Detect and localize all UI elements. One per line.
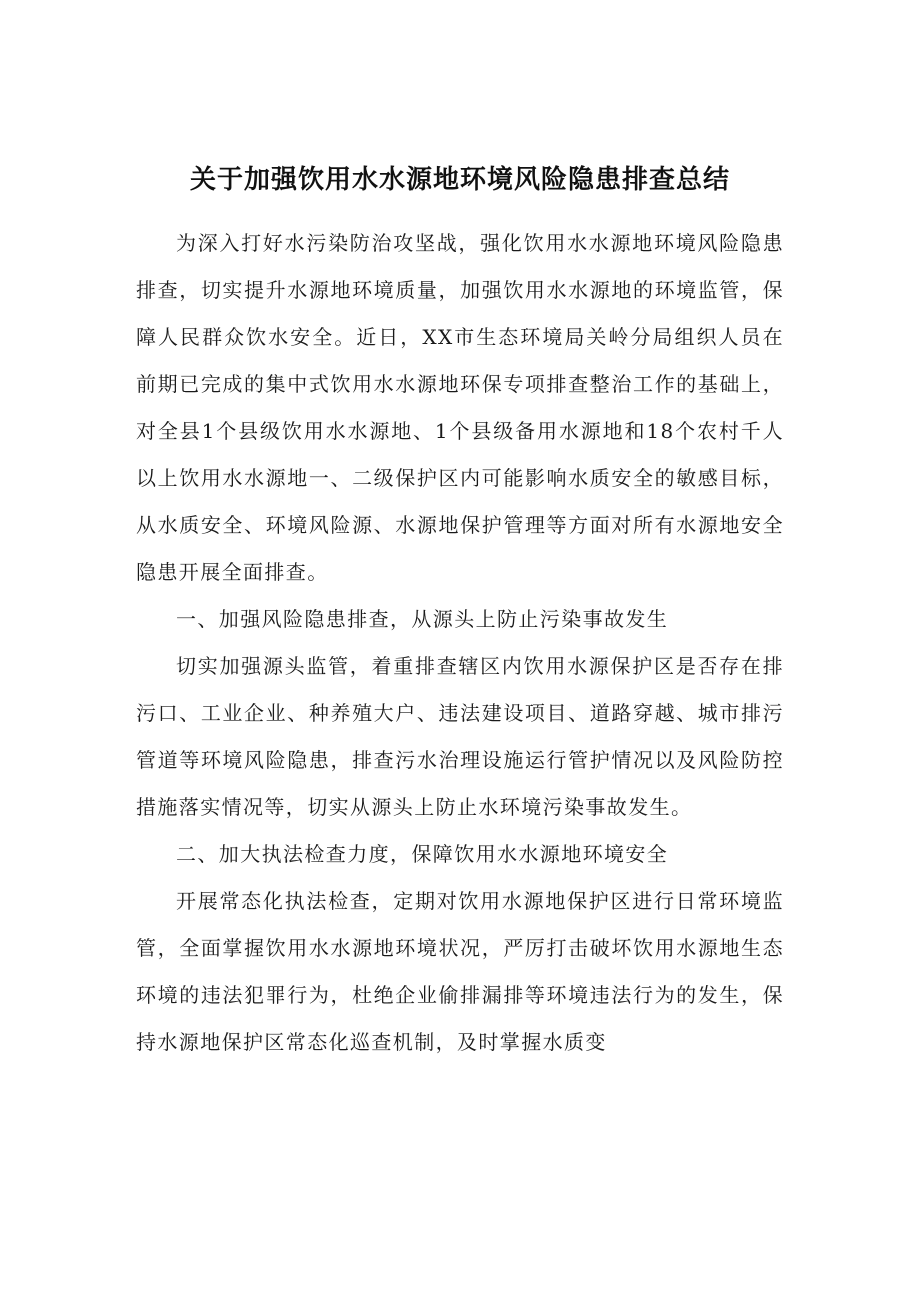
paragraph-section-2: 开展常态化执法检查，定期对饮用水源地保护区进行日常环境监管，全面掌握饮用水水源地环境状况，严厉打击破坏饮用水源地生态环境的违法犯罪行为，杜绝企业偷排漏排等环境违法行为的发生，保持水源地保护区常态化巡查机制，及时掌握水质变 <box>136 889 784 1054</box>
document-title: 关于加强饮用水水源地环境风险隐患排查总结 <box>189 165 730 195</box>
paragraph-section-1: 切实加强源头监管，着重排查辖区内饮用水源保护区是否存在排污口、工业企业、种养殖大户、违法建设项目、道路穿越、城市排污管道等环境风险隐患，排查污水治理设施运行管护情况以及风险防控措施落实情况等，切实从源头上防止水环境污染事故发生。 <box>136 654 784 819</box>
document-body <box>136 220 784 1066</box>
section-heading-1: 一、加强风险隐患排查，从源头上防止污染事故发生 <box>176 607 669 631</box>
section-heading-2: 二、加大执法检查力度，保障饮用水水源地环境安全 <box>176 842 669 866</box>
paragraph-intro: 为深入打好水污染防治攻坚战，强化饮用水水源地环境风险隐患排查，切实提升水源地环境质量，加强饮用水水源地的环境监管，保障人民群众饮水安全。近日，XX市生态环境局关岭分局组织人员在前期已完成的集中式饮用水水源地环保专项排查整治工作的基础上，对全县1个县级饮用水水源地、1个县级备用水源地和18个农村千人以上饮用水水源地一、二级保护区内可能影响水质安全的敏感目标，从水质安全、环境风险源、水源地保护管理等方面对所有水源地安全隐患开展全面排查。 <box>136 231 784 584</box>
